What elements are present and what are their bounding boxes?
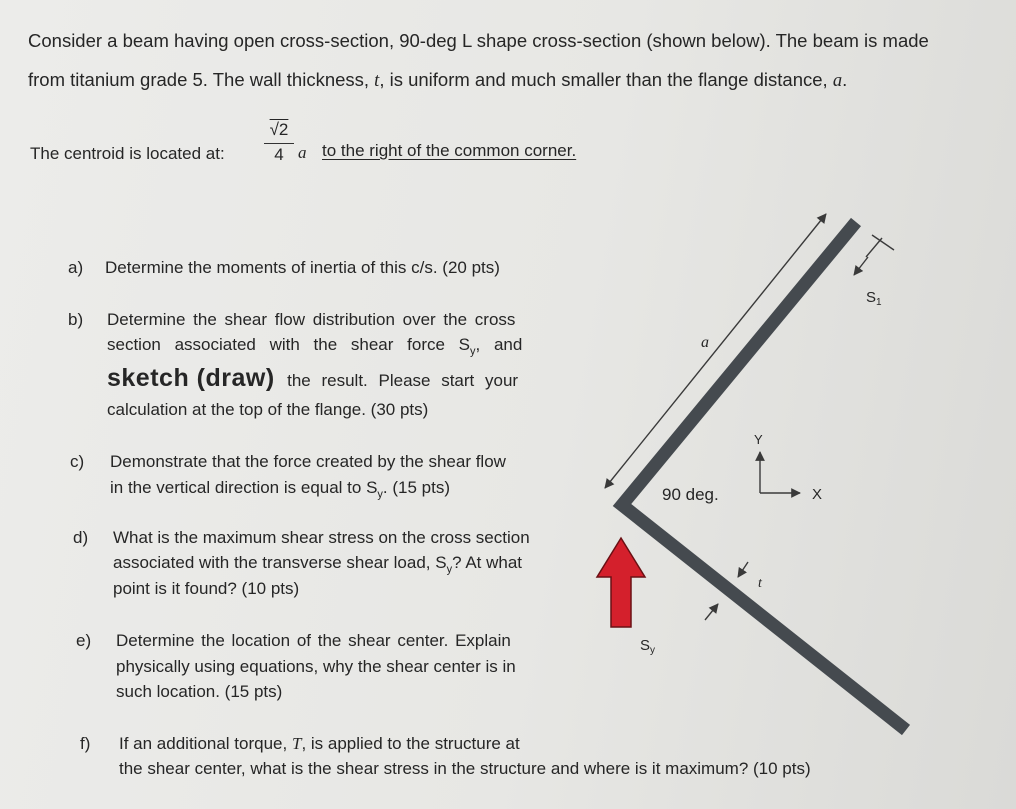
symbol-T: T	[291, 734, 302, 753]
question-d-letter: d)	[73, 528, 89, 547]
question-b-line-2-text: section associated with the shear force S	[107, 335, 470, 354]
question-f-letter: f)	[80, 734, 91, 753]
question-f-line-2: the shear center, what is the shear stress in the structure and where is it maximum? (10 pts)	[119, 759, 811, 778]
shear-force-arrow	[597, 538, 645, 627]
subscript-y: y	[470, 345, 476, 358]
label-sy	[640, 637, 655, 656]
question-e-line-3: such location. (15 pts)	[116, 682, 283, 701]
question-b-line-4: calculation at the top of the flange. (30 pts)	[107, 400, 429, 419]
label-s1-sub: 1	[876, 297, 882, 308]
label-sy-main: S	[640, 637, 651, 654]
dimension-line-a	[605, 214, 826, 488]
centroid-a: a	[298, 143, 307, 162]
sketch-draw-emphasis: sketch (draw)	[107, 364, 275, 392]
intro-text-pre: from titanium grade 5. The wall thickness,	[28, 69, 375, 90]
question-d-line-1: What is the maximum shear stress on the cross section	[113, 528, 530, 547]
subscript-y: y	[377, 488, 383, 501]
symbol-a: a	[832, 71, 843, 91]
symbol-t: t	[374, 71, 380, 91]
question-e-line-2: physically using equations, why the shear center is in	[116, 657, 516, 676]
intro-text-end: .	[842, 69, 848, 90]
fraction-numerator: √2	[269, 120, 289, 139]
question-c-line-2-text: in the vertical direction is equal to S	[110, 478, 378, 497]
question-d-line-3: point is it found? (10 pts)	[113, 579, 300, 598]
label-sy-sub: y	[650, 645, 656, 656]
thickness-arrow-bottom	[705, 604, 718, 620]
label-angle: 90 deg.	[662, 485, 719, 504]
question-b-line-1: Determine the shear flow distribution over the cross	[107, 310, 516, 329]
thickness-arrow-top	[738, 562, 748, 577]
question-f-line-1-post: , is applied to the structure at	[301, 734, 520, 753]
s1-direction-arrow	[854, 257, 868, 275]
question-e-letter: e)	[76, 631, 92, 650]
question-b-line-3-rest: the result. Please start your	[287, 371, 519, 390]
question-b-letter: b)	[68, 310, 84, 329]
question-c-letter: c)	[70, 452, 85, 471]
label-s1	[866, 289, 882, 308]
question-b-line-2-end: , and	[475, 335, 523, 354]
label-a: a	[701, 334, 709, 351]
label-s1-main: S	[866, 289, 877, 306]
question-c-line-1: Demonstrate that the force created by the shear flow	[110, 452, 506, 471]
fraction-denominator: 4	[274, 145, 284, 164]
intro-text-mid: , is uniform and much smaller than the flange distance,	[379, 69, 833, 90]
question-c-line-2-end: . (15 pts)	[382, 478, 451, 497]
s1-cap	[872, 235, 894, 250]
question-d-line-2-text: associated with the transverse shear load, S	[113, 553, 447, 572]
subscript-y: y	[446, 563, 453, 576]
label-x-axis: X	[812, 486, 823, 503]
centroid-text: to the right of the common corner.	[322, 141, 577, 160]
label-t: t	[758, 576, 762, 591]
intro-line-1-text: Consider a beam having open cross-section, 90-deg L shape cross-section (shown below). The beam is made	[28, 30, 929, 51]
question-a-line-1: Determine the moments of inertia of this c/s. (20 pts)	[105, 258, 500, 277]
question-f-line-1-pre: If an additional torque,	[119, 734, 292, 753]
question-d-line-2-end: ? At what	[452, 553, 523, 572]
question-e-line-1: Determine the location of the shear center. Explain	[116, 631, 511, 650]
question-a-letter: a)	[68, 258, 84, 277]
l-beam-section	[622, 222, 906, 730]
centroid-label: The centroid is located at:	[30, 144, 225, 163]
label-y-axis: Y	[754, 432, 763, 447]
